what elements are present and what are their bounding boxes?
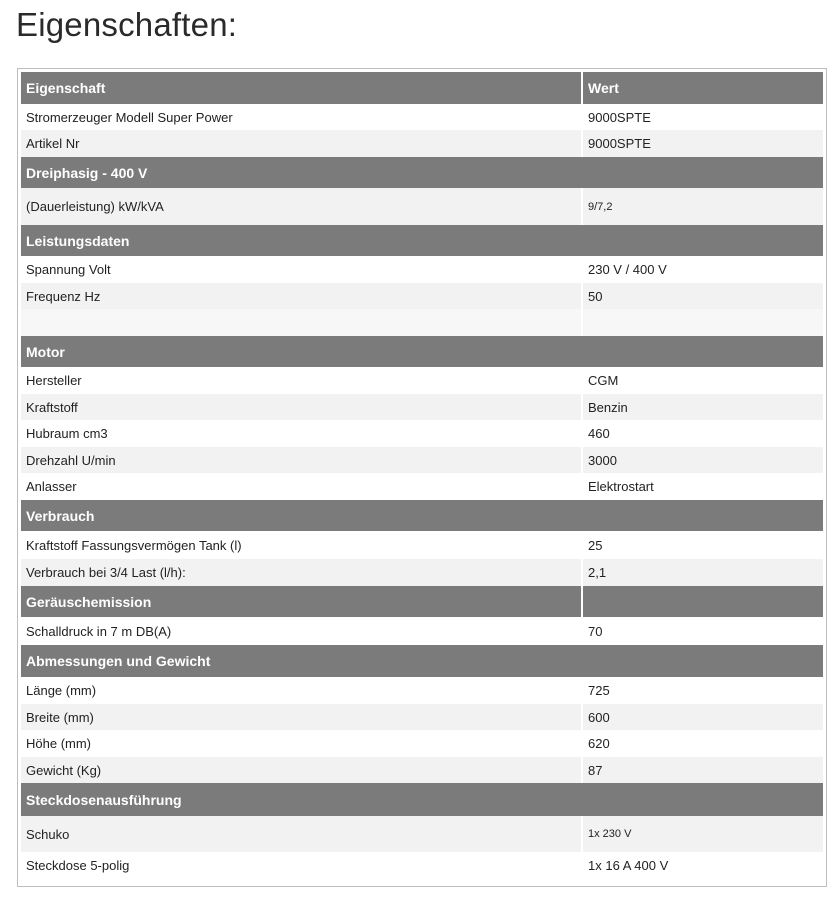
property-value: 600	[582, 704, 823, 730]
specification-table-frame	[17, 68, 827, 887]
section-title: Dreiphasig - 400 V	[21, 157, 823, 188]
table-row	[21, 704, 823, 730]
property-value: 1x 230 V	[582, 816, 823, 852]
property-label: Länge (mm)	[21, 677, 582, 704]
page-title: Eigenschaften:	[16, 6, 238, 43]
section-title: Steckdosenausführung	[21, 783, 823, 816]
table-row	[21, 531, 823, 559]
table-row	[21, 852, 823, 879]
property-value: 9000SPTE	[582, 104, 823, 130]
table-row	[21, 816, 823, 852]
property-value: 620	[582, 730, 823, 757]
property-label: Verbrauch bei 3/4 Last (l/h):	[21, 559, 582, 586]
property-value: Elektrostart	[582, 473, 823, 500]
table-row	[21, 677, 823, 704]
table-row	[21, 130, 823, 157]
section-value-empty	[582, 586, 823, 617]
property-label: Höhe (mm)	[21, 730, 582, 757]
property-value: 9/7,2	[582, 188, 823, 225]
property-value: 1x 16 A 400 V	[582, 852, 823, 879]
property-label	[21, 309, 582, 336]
table-row	[21, 256, 823, 283]
table-row	[21, 447, 823, 473]
property-label: Artikel Nr	[21, 130, 582, 157]
property-label: Drehzahl U/min	[21, 447, 582, 473]
property-value: 25	[582, 531, 823, 559]
property-label: Spannung Volt	[21, 256, 582, 283]
column-header-wert: Wert	[582, 72, 823, 104]
property-value: 230 V / 400 V	[582, 256, 823, 283]
section-header-row	[21, 225, 823, 256]
table-row	[21, 367, 823, 394]
table-row	[21, 617, 823, 645]
section-header-row	[21, 157, 823, 188]
property-label: Gewicht (Kg)	[21, 757, 582, 783]
property-value: 460	[582, 420, 823, 447]
table-header-row	[21, 72, 823, 104]
property-label: (Dauerleistung) kW/kVA	[21, 188, 582, 225]
property-label: Kraftstoff	[21, 394, 582, 420]
property-value: 50	[582, 283, 823, 309]
table-row	[21, 730, 823, 757]
property-value: 725	[582, 677, 823, 704]
property-value: 3000	[582, 447, 823, 473]
table-row	[21, 420, 823, 447]
section-title: Geräuschemission	[21, 586, 582, 617]
section-header-row	[21, 645, 823, 677]
property-value: CGM	[582, 367, 823, 394]
property-label: Hubraum cm3	[21, 420, 582, 447]
property-label: Steckdose 5-polig	[21, 852, 582, 879]
property-value: Benzin	[582, 394, 823, 420]
property-value: 9000SPTE	[582, 130, 823, 157]
section-title: Abmessungen und Gewicht	[21, 645, 823, 677]
table-row	[21, 283, 823, 309]
section-header-row	[21, 336, 823, 367]
property-label: Breite (mm)	[21, 704, 582, 730]
property-label: Kraftstoff Fassungsvermögen Tank (l)	[21, 531, 582, 559]
section-header-row	[21, 586, 823, 617]
property-label: Schuko	[21, 816, 582, 852]
section-title: Leistungsdaten	[21, 225, 823, 256]
property-label: Stromerzeuger Modell Super Power	[21, 104, 582, 130]
property-value: 2,1	[582, 559, 823, 586]
property-label: Schalldruck in 7 m DB(A)	[21, 617, 582, 645]
table-row	[21, 473, 823, 500]
column-header-eigenschaft: Eigenschaft	[21, 72, 582, 104]
property-label: Anlasser	[21, 473, 582, 500]
table-row	[21, 188, 823, 225]
section-title: Motor	[21, 336, 823, 367]
table-row	[21, 394, 823, 420]
property-label: Hersteller	[21, 367, 582, 394]
property-value: 87	[582, 757, 823, 783]
property-value	[582, 309, 823, 336]
section-title: Verbrauch	[21, 500, 823, 531]
table-row	[21, 104, 823, 130]
specification-table	[21, 72, 823, 879]
table-row	[21, 757, 823, 783]
property-value: 70	[582, 617, 823, 645]
section-header-row	[21, 500, 823, 531]
table-row-empty	[21, 309, 823, 336]
section-header-row	[21, 783, 823, 816]
property-label: Frequenz Hz	[21, 283, 582, 309]
table-row	[21, 559, 823, 586]
